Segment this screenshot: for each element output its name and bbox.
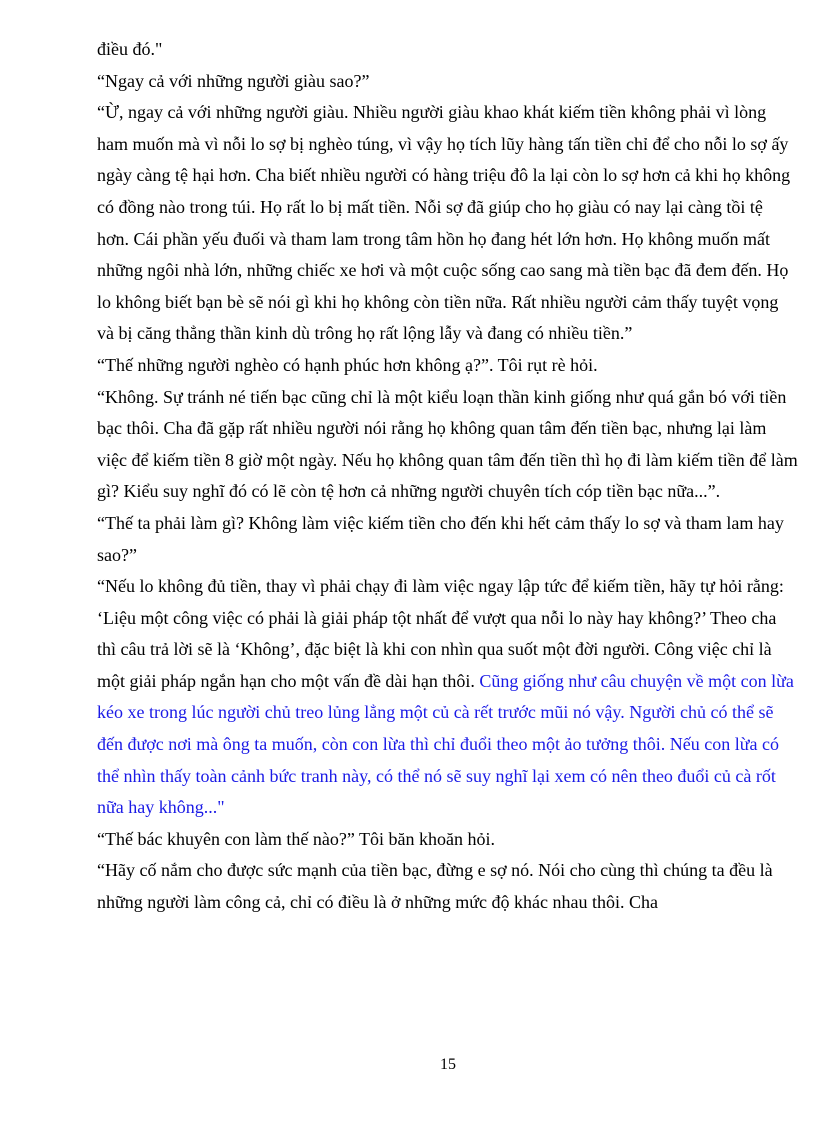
paragraph: “Ừ, ngay cả với những người giàu. Nhiều người giàu khao khát kiếm tiền không phải vì lòng ham muốn mà vì nỗi lo sợ bị nghèo túng, vì vậy họ tích lũy hàng tấn tiền chỉ để cho nỗi lo sợ ấy ngày càng tệ hại hơn. Cha biết nhiều người có hàng triệu đô la lại còn lo sợ hơn cả khi họ không có đồng nào trong túi. Họ rất lo bị mất tiền. Nỗi sợ đã giúp cho họ giàu có nay lại càng tồi tệ hơn. Cái phần yếu đuối và tham lam trong tâm hồn họ đang hét lớn hơn. Họ không muốn mất những ngôi nhà lớn, những chiếc xe hơi và một cuộc sống cao sang mà tiền bạc đã đem đến. Họ lo không biết bạn bè sẽ nói gì khi họ không còn tiền nữa. Rất nhiều người cảm thấy tuyệt vọng và bị căng thẳng thần kinh dù trông họ rất lộng lẫy và đang có nhiều tiền.”: [97, 102, 791, 344]
advice-paragraph: [97, 571, 799, 824]
paragraph: “Hãy cố nắm cho được sức mạnh của tiền bạc, đừng e sợ nó. Nói cho cùng thì chúng ta đều là những người làm công cả, chỉ có điều là ở những mức độ khác nhau thôi. Cha: [97, 860, 773, 913]
paragraph: “Thế ta phải làm gì? Không làm việc kiếm tiền cho đến khi hết cảm thấy lo sợ và tham lam hay sao?”: [97, 512, 784, 565]
paragraph: “Thế bác khuyên con làm thế nào?” Tôi băn khoăn hỏi.: [97, 828, 496, 849]
body-text: [97, 34, 799, 919]
paragraph: “Thế những người nghèo có hạnh phúc hơn không ạ?”. Tôi rụt rè hỏi.: [97, 354, 598, 375]
highlighted-text: Cũng giống như câu chuyện về một con lừa kéo xe trong lúc người chủ treo lủng lẳng một củ cà rết trước mũi nó vậy. Người chủ có thể sẽ đến được nơi mà ông ta muốn, còn con lừa thì chỉ đuổi theo một ảo tưởng thôi. Nếu con lừa có thể nhìn thấy toàn cảnh bức tranh này, có thể nó sẽ suy nghĩ lại xem có nên theo đuổi củ cà rốt nữa hay không...": [97, 670, 794, 818]
paragraph: điều đó.": [97, 39, 163, 59]
paragraph: “Không. Sự tránh né tiến bạc cũng chỉ là một kiểu loạn thần kinh giống như quá gắn bó với tiền bạc thôi. Cha đã gặp rất nhiều người nói rằng họ không quan tâm đến tiền bạc, nhưng lại làm việc để kiếm tiền 8 giờ một ngày. Nếu họ không quan tâm đến tiền thì họ đi làm kiếm tiền để làm gì? Kiểu suy nghĩ đó có lẽ còn tệ hơn cả những người chuyên tích cóp tiền bạc nữa...”.: [97, 386, 798, 502]
page-number: 15: [440, 1056, 456, 1073]
advice-text: “Nếu lo không đủ tiền, thay vì phải chạy đi làm việc ngay lập tức để kiếm tiền, hãy tự hỏi rằng: ‘Liệu một công việc có phải là giải pháp tột nhất để vượt qua nỗi lo này hay không?’ Theo cha thì câu trả lời sẽ là ‘Không’, đặc biệt là khi con nhìn qua suốt một đời người. Công việc chỉ là một giải pháp ngắn hạn cho một vấn đề dài hạn thôi.: [97, 576, 784, 691]
paragraph: “Ngay cả với những người giàu sao?”: [97, 70, 370, 91]
